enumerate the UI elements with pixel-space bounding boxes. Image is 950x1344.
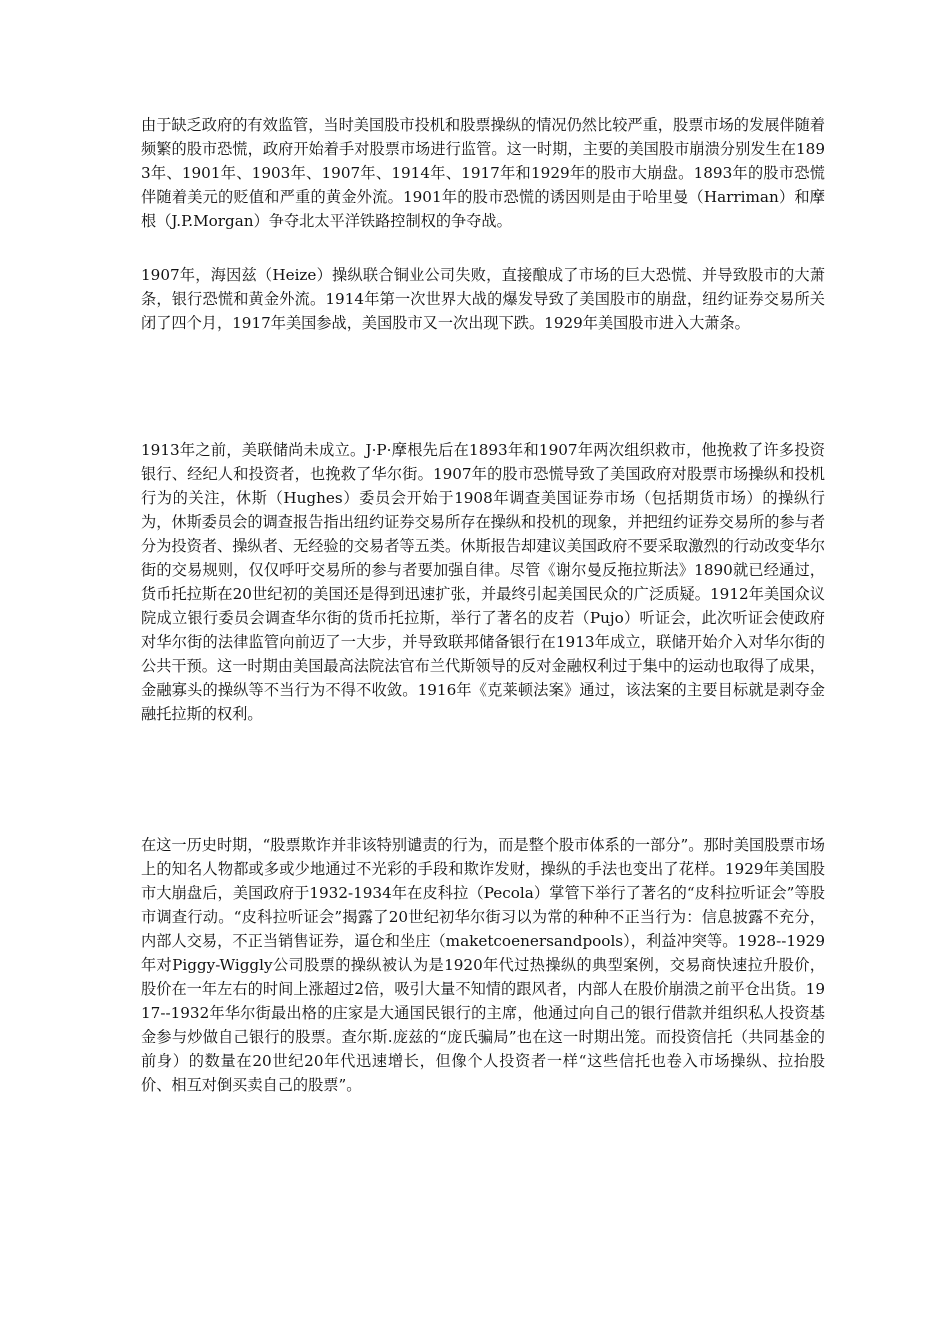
paragraph-stock-panics: 由于缺乏政府的有效监管，当时美国股市投机和股票操纵的情况仍然比较严重，股票市场的发展伴随着频繁的股市恐慌，政府开始着手对股票市场进行监管。这一时期，主要的美国股市崩溃分别发生在1893年、1901年、1903年、1907年、1914年、1917年和1929年的股市大崩盘。1893年的股市恐慌伴随着美元的贬值和严重的黄金外流。1901年的股市恐慌的诱因则是由于哈里曼（Harriman）和摩根（J.P.Morgan）争夺北太平洋铁路控制权的争夺战。 bbox=[141, 116, 825, 230]
paragraph-fraud-era: 在这一历史时期，“股票欺诈并非该特别谴责的行为，而是整个股市体系的一部分”。那时美国股票市场上的知名人物都或多或少地通过不光彩的手段和欺诈发财，操纵的手法也变出了花样。1929年美国股市大崩盘后，美国政府于1932-1934年在皮科拉（Pecola）掌管下举行了著名的“皮科拉听证会”等股市调查行动。“皮科拉听证会”揭露了20世纪初华尔街习以为常的种种不正当行为：信息披露不充分，内部人交易，不正当销售证券，逼仓和坐庄（maketcoenersandpools），利益冲突等。1928--1929年对Piggy-Wiggly公司股票的操纵被认为是1920年代过热操纵的典型案例，交易商快速拉升股价，股价在一年左右的时间上涨超过2倍，吸引大量不知情的跟风者，内部人在股价崩溃之前平仓出货。1917--1932年华尔街最出格的庄家是大通国民银行的主席，他通过向自己的银行借款并组织私人投资基金参与炒做自己银行的股票。查尔斯.庞兹的“庞氏骗局”也在这一时期出笼。而投资信托（共同基金的前身）的数量在20世纪20年代迅速增长，但像个人投资者一样“这些信托也卷入市场操纵、拉抬股价、相互对倒买卖自己的股票”。 bbox=[141, 836, 825, 1094]
paragraph-1907-crisis: 1907年，海因兹（Heize）操纵联合铜业公司失败，直接酿成了市场的巨大恐慌、并导致股市的大萧条，银行恐慌和黄金外流。1914年第一次世界大战的爆发导致了美国股市的崩盘，纽约证券交易所关闭了四个月，1917年美国参战，美国股市又一次出现下跌。1929年美国股市进入大萧条。 bbox=[141, 266, 825, 332]
paragraph-regulation-history: 1913年之前，美联储尚未成立。J·P·摩根先后在1893年和1907年两次组织救市，他挽救了许多投资银行、经纪人和投资者，也挽救了华尔街。1907年的股市恐慌导致了美国政府对股票市场操纵和投机行为的关注，休斯（Hughes）委员会开始于1908年调查美国证券市场（包括期货市场）的操纵行为，休斯委员会的调查报告指出纽约证券交易所存在操纵和投机的现象，并把纽约证券交易所的参与者分为投资者、操纵者、无经验的交易者等五类。休斯报告却建议美国政府不要采取激烈的行动改变华尔街的交易规则，仅仅呼吁交易所的参与者要加强自律。尽管《谢尔曼反拖拉斯法》1890就已经通过，货币托拉斯在20世纪初的美国还是得到迅速扩张，并最终引起美国民众的广泛质疑。1912年美国众议院成立银行委员会调查华尔街的货币托拉斯，举行了著名的皮若（Pujo）听证会，此次听证会使政府对华尔街的法律监管向前迈了一大步，并导致联邦储备银行在1913年成立，联储开始介入对华尔街的公共干预。这一时期由美国最高法院法官布兰代斯领导的反对金融权利过于集中的运动也取得了成果，金融寡头的操纵等不当行为不得不收敛。1916年《克莱顿法案》通过，该法案的主要目标就是剥夺金融托拉斯的权利。 bbox=[141, 441, 825, 723]
